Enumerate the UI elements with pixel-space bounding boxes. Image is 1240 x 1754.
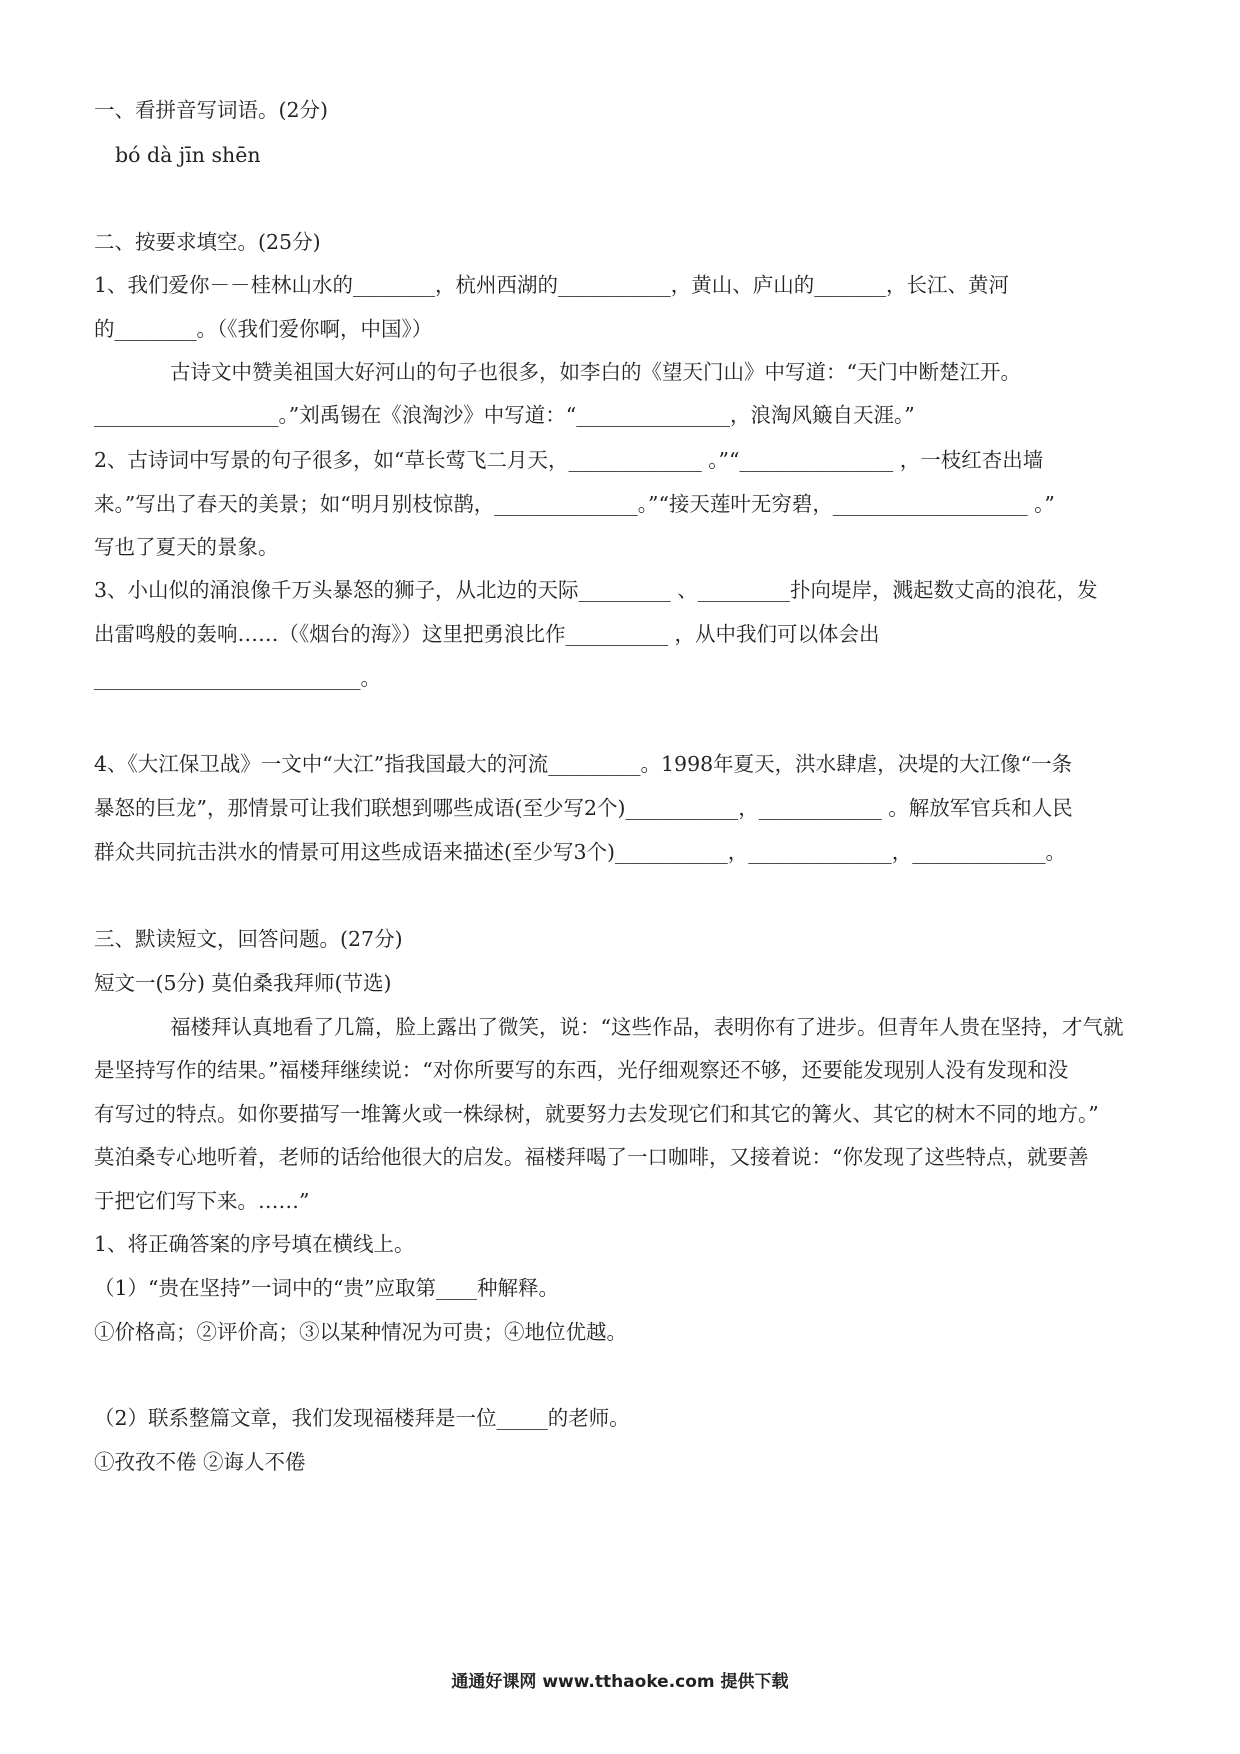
question-1: 1、将正确答案的序号填在横线上。 — [94, 1232, 415, 1256]
page-footer: 通通好课网 www.tthaoke.com 提供下载 — [451, 1672, 789, 1692]
passage-title: 短文一(5分) 莫伯桑我拜师(节选) — [94, 971, 392, 995]
section2-line: 写也了夏天的景象。 — [94, 535, 279, 559]
question-1-2: （2）联系整篇文章，我们发现福楼拜是一位_____的老师。 — [94, 1406, 630, 1430]
section2-line: 古诗文中赞美祖国大好河山的句子也很多，如李白的《望天门山》中写道：“天门中断楚江开。 — [170, 360, 1021, 384]
section2-line: 3、小山似的涌浪像千万头暴怒的狮子，从北边的天际_________ 、_________扑向堤岸，溅起数丈高的浪花，发 — [94, 578, 1098, 602]
section3-heading: 三、默读短文，回答问题。(27分) — [94, 927, 403, 951]
section2-line: 出雷鸣般的轰响……（《烟台的海》）这里把勇浪比作__________ ，从中我们可以体会出 — [94, 622, 880, 646]
passage-line: 有写过的特点。如你要描写一堆篝火或一株绿树，就要努力去发现它们和其它的篝火、其它的树木不同的地方。” — [94, 1102, 1099, 1126]
section2-line: 的________。（《我们爱你啊，中国》） — [94, 317, 433, 341]
section2-line: 群众共同抗击洪水的情景可用这些成语来描述(至少写3个)___________，______________，_____________。 — [94, 840, 1067, 864]
section1-heading: 一、看拼音写词语。(2分) — [94, 98, 329, 122]
pinyin-text: bó dà jīn shēn — [115, 143, 261, 167]
question-1-2-options: ①孜孜不倦 ②诲人不倦 — [94, 1450, 306, 1474]
section2-line: 4、《大江保卫战》一文中“大江”指我国最大的河流_________。1998年夏天，洪水肆虐，决堤的大江像“一条 — [94, 752, 1073, 776]
section2-line: __________________。”刘禹锡在《浪淘沙》中写道：“_______________，浪淘风簸自天涯。” — [94, 403, 915, 427]
question-1-1: （1）“贵在坚持”一词中的“贵”应取第____种解释。 — [94, 1276, 559, 1300]
section2-line: 来。”写出了春天的美景；如“明月别枝惊鹊，______________。”“接天莲叶无穷碧，___________________ 。” — [94, 492, 1055, 516]
section2-line: 暴怒的巨龙”，那情景可让我们联想到哪些成语(至少写2个)___________，____________ 。解放军官兵和人民 — [94, 796, 1073, 820]
section2-line: 1、我们爱你－－桂林山水的________，杭州西湖的___________，黄山、庐山的_______，长江、黄河 — [94, 273, 1010, 297]
passage-line: 于把它们写下来。……” — [94, 1189, 310, 1213]
passage-line: 莫泊桑专心地听着，老师的话给他很大的启发。福楼拜喝了一口咖啡，又接着说：“你发现了这些特点，就要善 — [94, 1145, 1089, 1169]
section2-heading: 二、按要求填空。(25分) — [94, 230, 321, 254]
section2-line: __________________________。 — [94, 666, 381, 690]
passage-line: 是坚持写作的结果。”福楼拜继续说：“对你所要写的东西，光仔细观察还不够，还要能发现别人没有发现和没 — [94, 1058, 1069, 1082]
section2-line: 2、古诗词中写景的句子很多，如“草长莺飞二月天，_____________ 。”“_______________ ，一枝红杏出墙 — [94, 448, 1044, 472]
question-1-1-options: ①价格高；②评价高；③以某种情况为可贵；④地位优越。 — [94, 1320, 627, 1344]
passage-line: 福楼拜认真地看了几篇，脸上露出了微笑，说：“这些作品，表明你有了进步。但青年人贵在坚持，才气就 — [170, 1015, 1124, 1039]
